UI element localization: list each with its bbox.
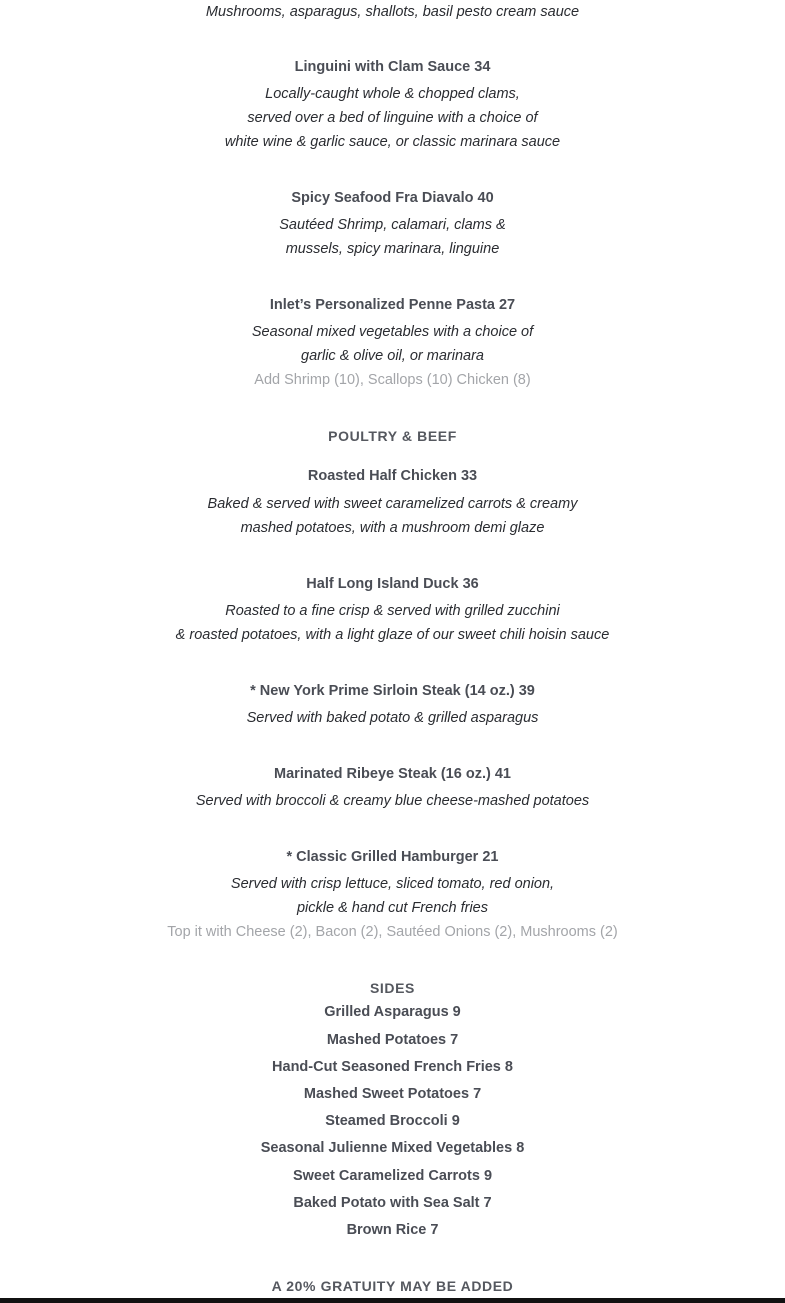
side-item: Mashed Potatoes 7: [326, 1032, 459, 1048]
side-item: Brown Rice 7: [346, 1222, 439, 1238]
side-item: Mashed Sweet Potatoes 7: [303, 1086, 482, 1102]
item-description: Served with baked potato & grilled asparagus: [246, 710, 539, 726]
item-description: Served with broccoli & creamy blue cheese-mashed potatoes: [195, 793, 590, 809]
menu-item-title: Marinated Ribeye Steak (16 oz.) 41: [274, 766, 511, 782]
item-description: Locally-caught whole & chopped clams,: [265, 86, 520, 102]
side-item: Seasonal Julienne Mixed Vegetables 8: [260, 1140, 525, 1156]
menu-item-title: Spicy Seafood Fra Diavalo 40: [291, 190, 494, 206]
menu-item-title: * New York Prime Sirloin Steak (14 oz.) 39: [250, 683, 535, 699]
menu-item-title: Inlet’s Personalized Penne Pasta 27: [269, 297, 516, 313]
item-description: & roasted potatoes, with a light glaze of our sweet chili hoisin sauce: [175, 627, 610, 643]
item-description: Sautéed Shrimp, calamari, clams &: [279, 217, 506, 233]
item-description: Served with crisp lettuce, sliced tomato, red onion,: [230, 876, 555, 892]
menu-item-title: Half Long Island Duck 36: [306, 576, 479, 592]
item-description: mashed potatoes, with a mushroom demi glaze: [240, 520, 545, 536]
gratuity-notice: A 20% GRATUITY MAY BE ADDED: [271, 1278, 514, 1294]
side-item: Baked Potato with Sea Salt 7: [293, 1195, 492, 1211]
item-addons: Top it with Cheese (2), Bacon (2), Sautéed Onions (2), Mushrooms (2): [167, 924, 618, 940]
item-description: pickle & hand cut French fries: [296, 900, 488, 916]
item-description: served over a bed of linguine with a choice of: [247, 110, 538, 126]
item-description: Roasted to a fine crisp & served with grilled zucchini: [225, 603, 560, 619]
item-description: white wine & garlic sauce, or classic marinara sauce: [224, 134, 561, 150]
side-item: Sweet Caramelized Carrots 9: [292, 1168, 493, 1184]
side-item: Hand-Cut Seasoned French Fries 8: [272, 1059, 513, 1075]
menu-item-title: * Classic Grilled Hamburger 21: [286, 849, 499, 865]
section-heading-poultry-beef: POULTRY & BEEF: [328, 428, 457, 444]
side-item: Grilled Asparagus 9: [324, 1004, 461, 1020]
menu-item-title: Roasted Half Chicken 33: [307, 468, 478, 484]
item-description: Baked & served with sweet caramelized carrots & creamy: [207, 496, 578, 512]
item-description: Mushrooms, asparagus, shallots, basil pesto cream sauce: [205, 4, 580, 20]
side-item: Steamed Broccoli 9: [325, 1113, 460, 1129]
item-description: mussels, spicy marinara, linguine: [285, 241, 500, 257]
item-description: Seasonal mixed vegetables with a choice of: [251, 324, 534, 340]
item-addons: Add Shrimp (10), Scallops (10) Chicken (8): [254, 372, 531, 388]
bottom-divider: [0, 1298, 785, 1303]
item-description: garlic & olive oil, or marinara: [301, 348, 484, 364]
section-heading-sides: SIDES: [369, 980, 415, 996]
menu-item-title: Linguini with Clam Sauce 34: [294, 59, 491, 75]
